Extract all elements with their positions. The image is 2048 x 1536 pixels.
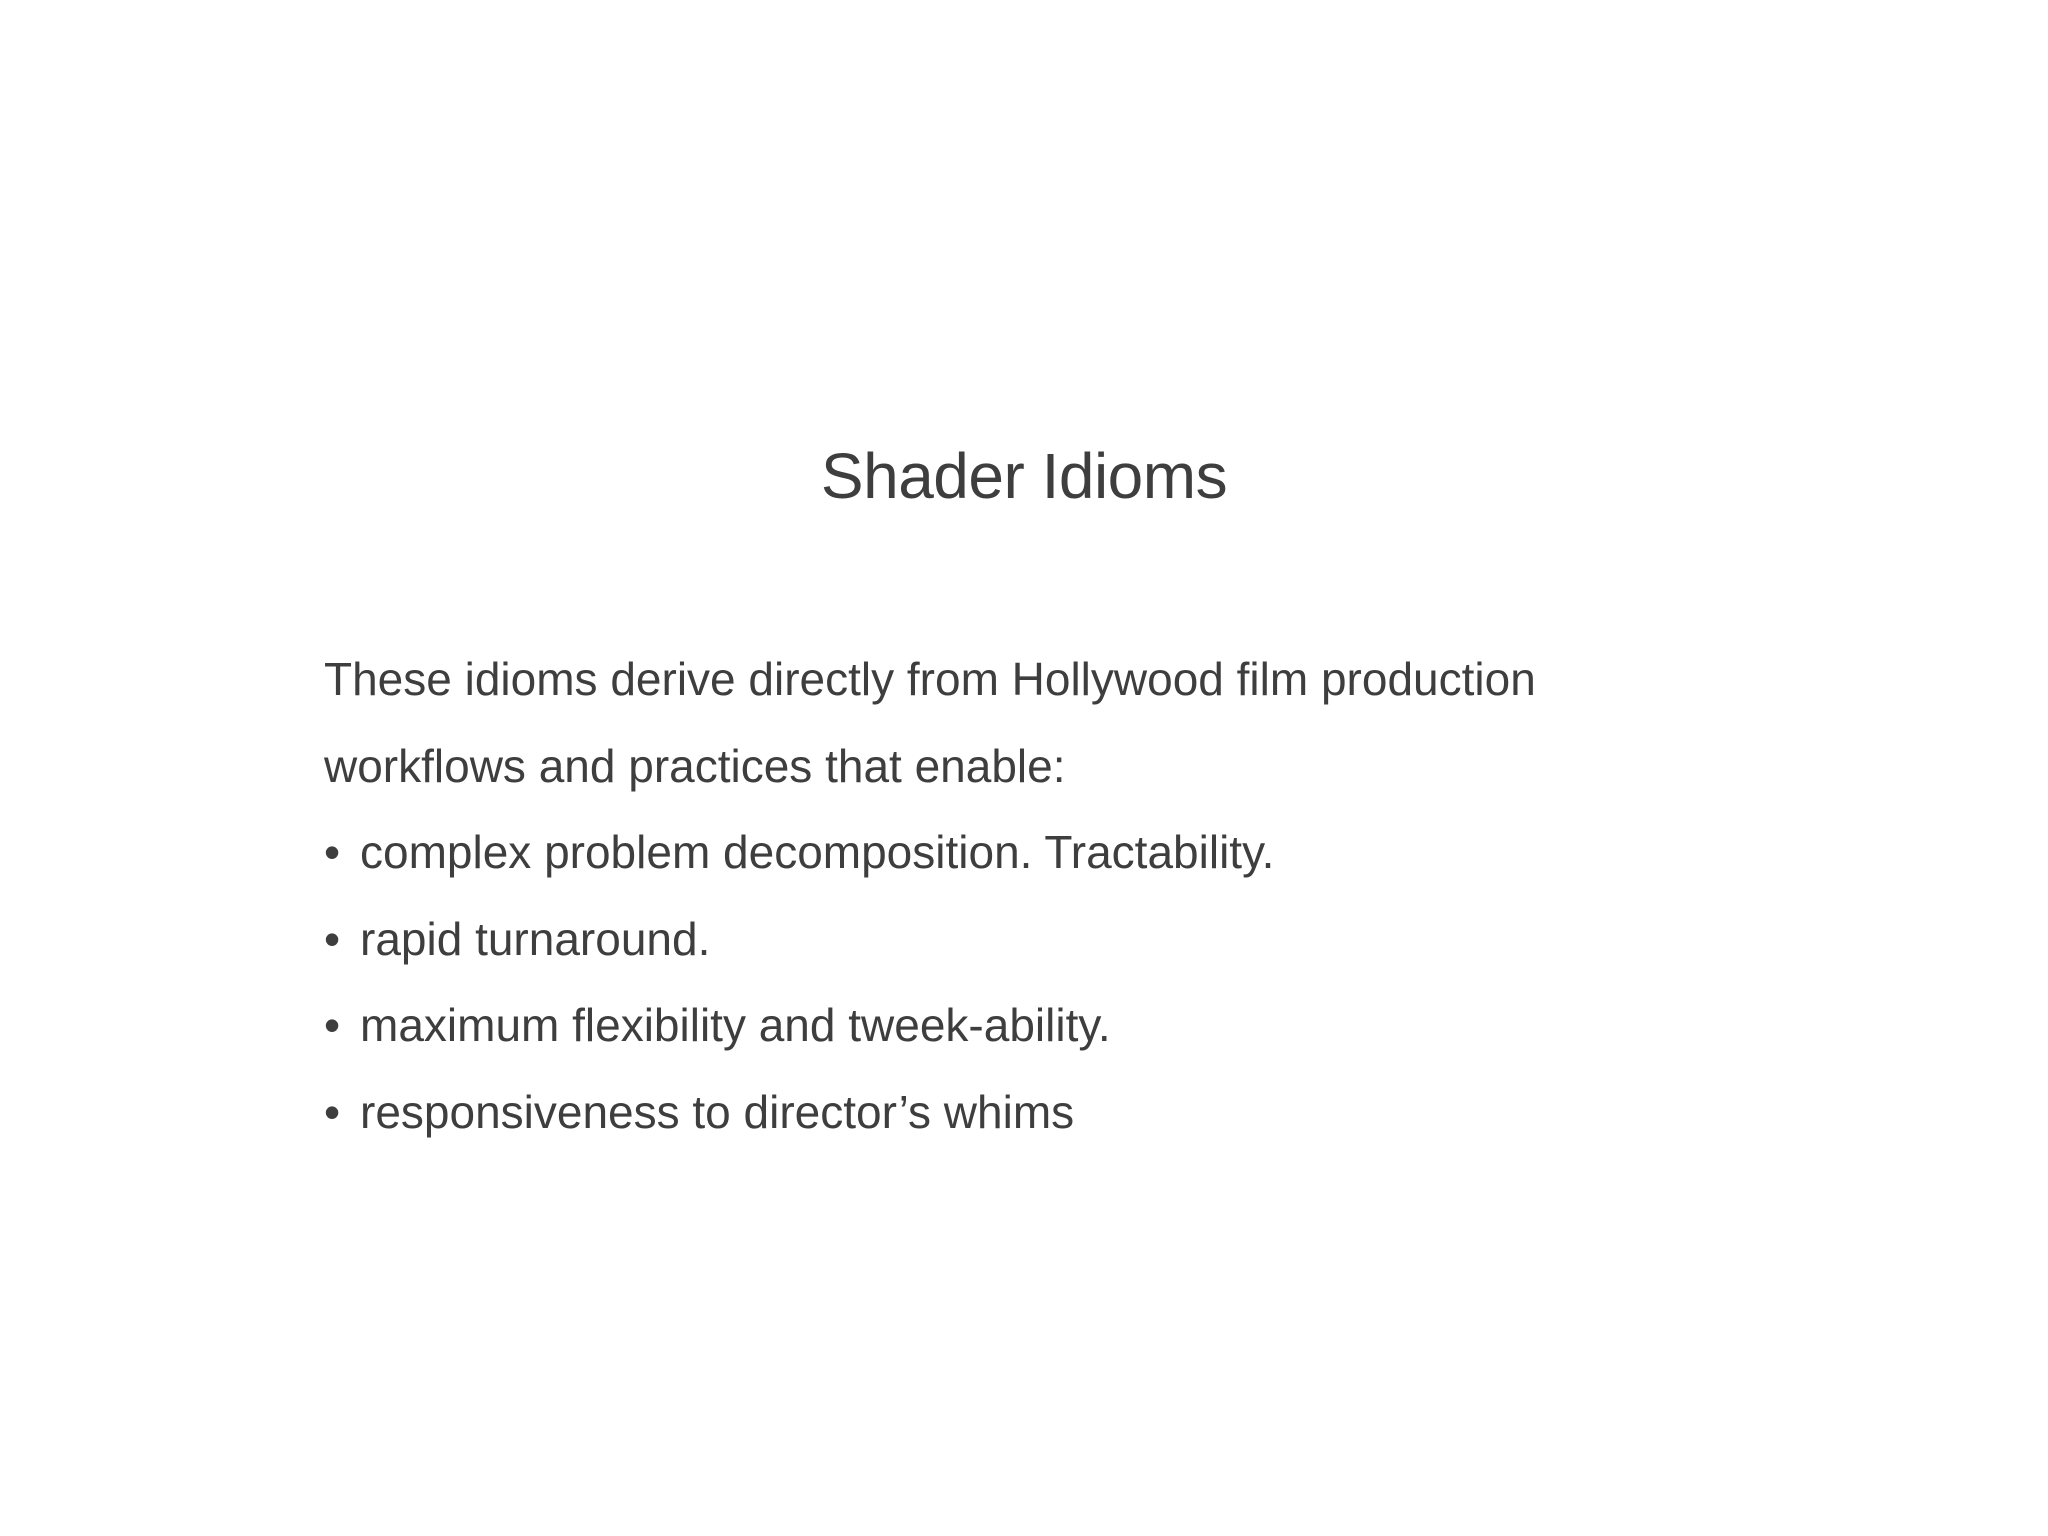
bullet-item — [324, 896, 1824, 983]
bullet-dot-icon: • — [324, 999, 341, 1051]
intro-line-1: These idioms derive directly from Hollywood film production — [324, 653, 1536, 705]
intro-line-2: workflows and practices that enable: — [324, 739, 1066, 792]
bullet-dot-icon: • — [324, 1085, 341, 1138]
bullet-item — [324, 982, 1824, 1069]
bullet-text: maximum flexibility and tweek-ability. — [360, 999, 1111, 1051]
bullet-item — [324, 809, 1824, 896]
bullet-text: responsiveness to director’s whims — [360, 1085, 1075, 1138]
slide-title: Shader Idioms — [820, 440, 1228, 512]
bullet-item — [324, 1069, 1824, 1156]
bullet-dot-icon: • — [324, 912, 341, 965]
bullet-dot-icon: • — [324, 826, 341, 878]
bullet-text: rapid turnaround. — [360, 912, 711, 965]
slide-body — [324, 636, 1824, 1155]
bullet-text: complex problem decomposition. Tractability. — [360, 826, 1275, 878]
bullet-list — [324, 809, 1824, 1155]
